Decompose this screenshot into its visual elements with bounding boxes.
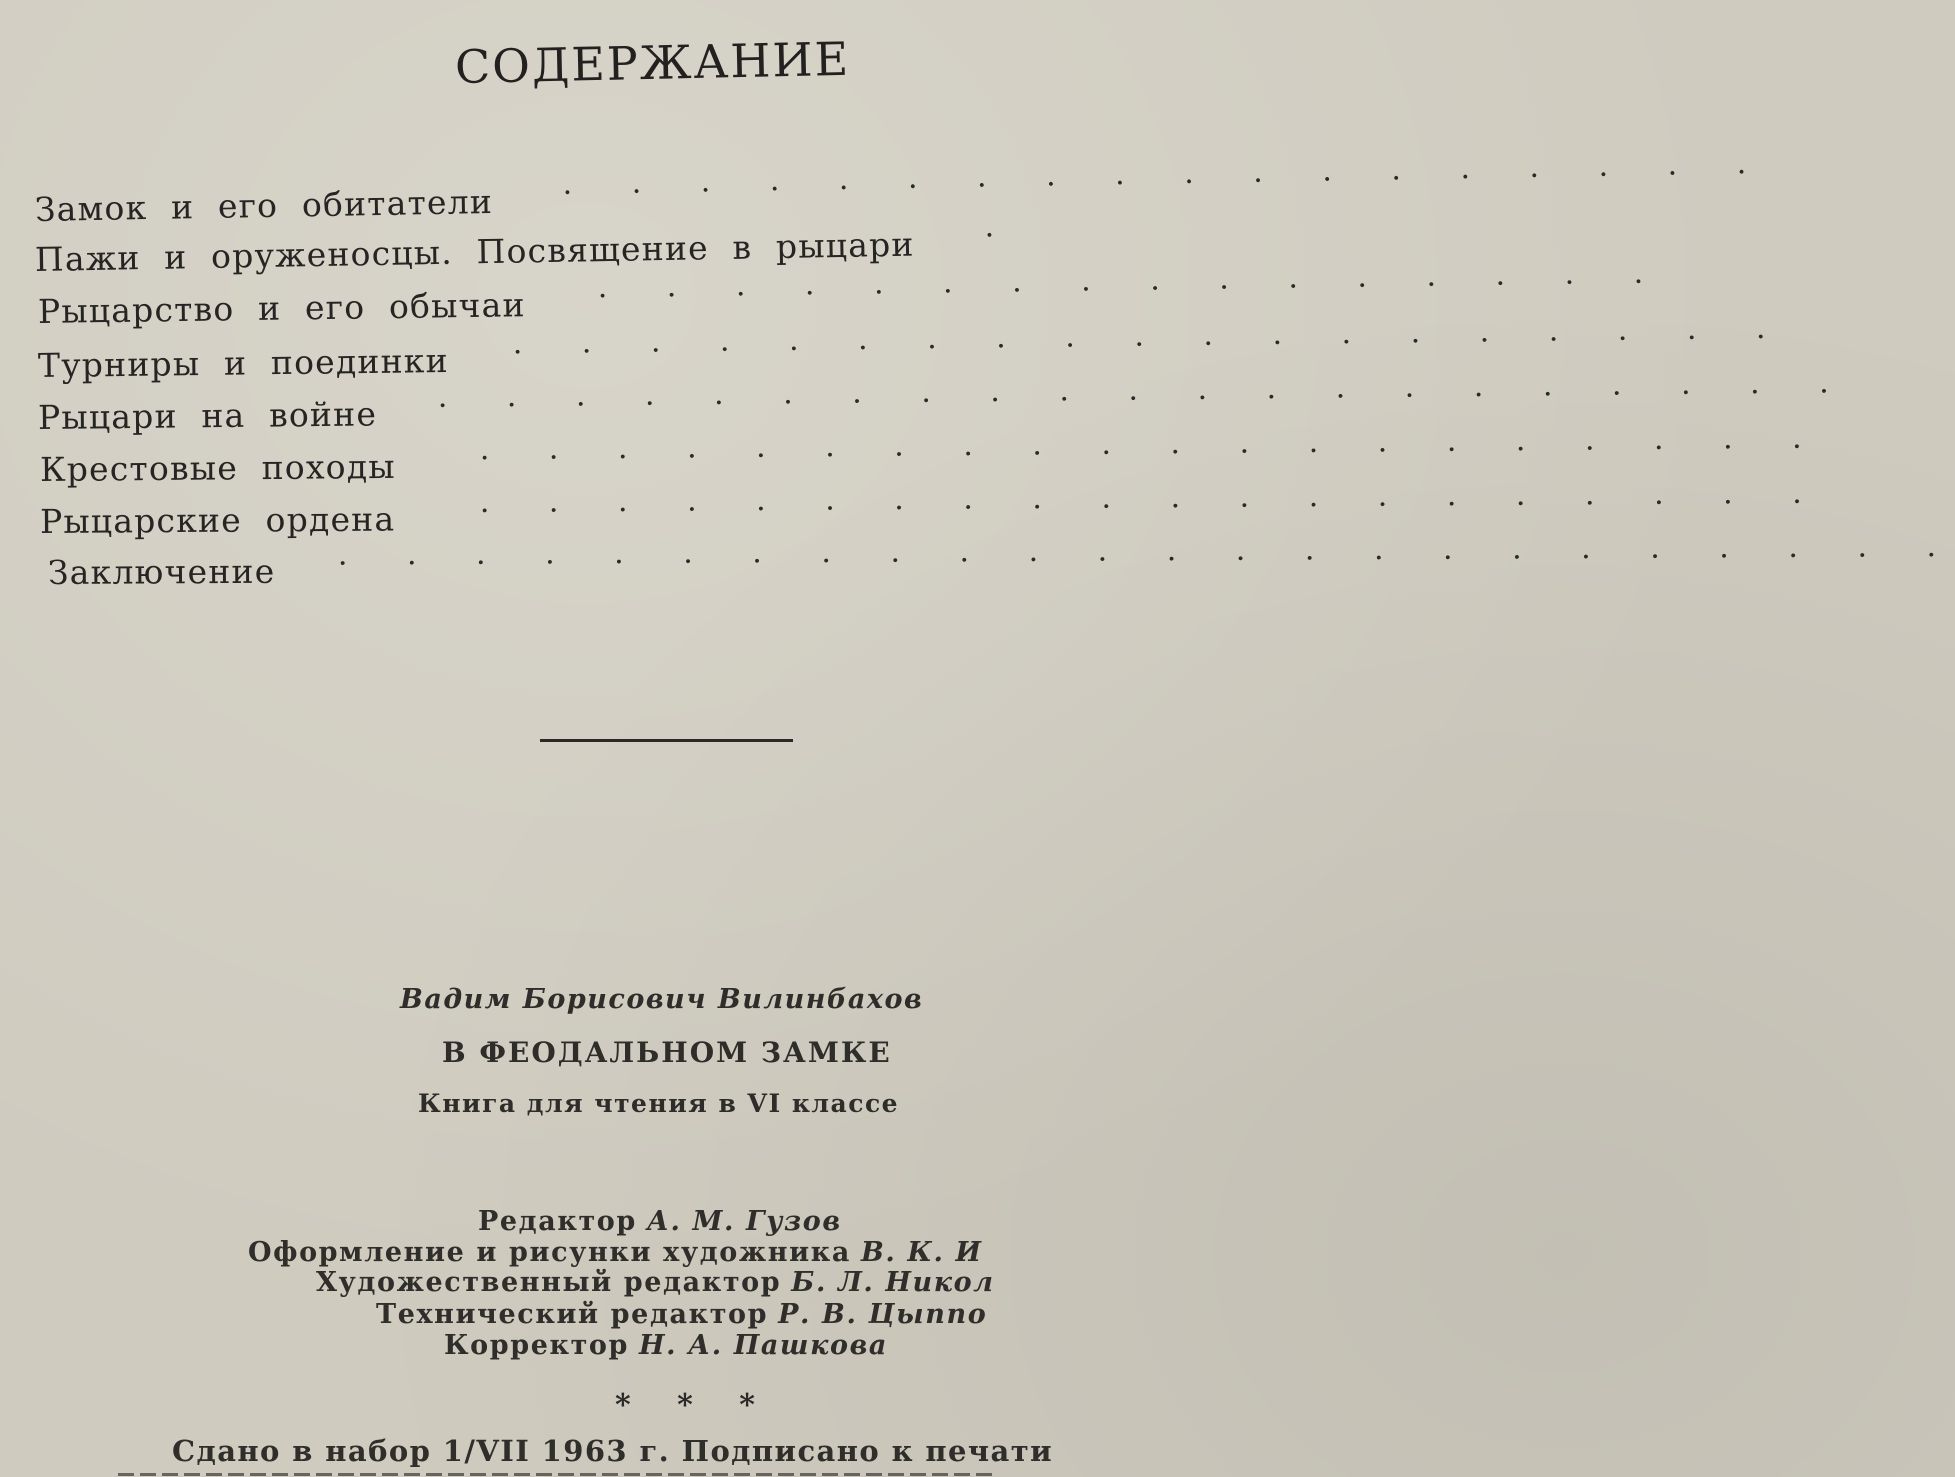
toc-entry-title: Турниры и поединки: [37, 340, 450, 385]
toc-entry-title: Рыцари на войне: [37, 394, 378, 437]
dot-leader: · · · · · · · · · · · · · · · · · · ·: [512, 319, 1785, 371]
credit-person: Р. В. Цыппо: [778, 1299, 988, 1330]
credit-person: В. К. И: [860, 1237, 983, 1268]
toc-entry-title: Рыцарство и его обычаи: [37, 285, 526, 331]
toc-entry: [37, 264, 1663, 336]
dot-leader: · · · · · · · · · · · · · · · · · · · ·: [479, 484, 1821, 529]
toc-entry: [37, 319, 1785, 390]
credit-person: А. М. Гузов: [646, 1206, 842, 1237]
credit-person: Н. А. Пашкова: [639, 1330, 889, 1361]
dot-leader: · · · · · · · · · · · · · · · · · ·: [562, 154, 1766, 211]
toc-entry: [37, 374, 1848, 442]
credit-person: Б. Л. Никол: [791, 1267, 995, 1298]
asterism-separator: * * *: [615, 1388, 773, 1423]
imprint-line: Сдано в набор 1/VII 1963 г. Подписано к печати: [172, 1434, 1053, 1468]
dot-leader: ·: [984, 217, 1014, 254]
credit-role: Оформление и рисунки художника: [248, 1237, 851, 1268]
book-subtitle: Книга для чтения в VI классе: [418, 1089, 900, 1118]
credit-line: [444, 1330, 888, 1361]
credit-role: Корректор: [444, 1330, 630, 1361]
dot-leader: · · · · · · · · · · · · · · · · · · · · ·: [437, 374, 1848, 424]
toc-entry: [34, 154, 1766, 234]
toc-entry-title: Замок и его обитатели: [34, 182, 494, 229]
cropped-text-line: [118, 1470, 998, 1477]
toc-entry: [39, 429, 1821, 494]
toc-entry: [47, 538, 1955, 597]
credit-line: [248, 1237, 983, 1268]
credit-role: Художественный редактор: [316, 1267, 782, 1298]
toc-entry: [39, 484, 1821, 546]
dot-leader: · · · · · · · · · · · · · · · ·: [597, 264, 1663, 315]
author-name: Вадим Борисович Вилинбахов: [400, 984, 924, 1015]
book-title: В ФЕОДАЛЬНОМ ЗАМКЕ: [442, 1036, 892, 1069]
credit-line: [316, 1267, 995, 1298]
toc-entry-title: Заключение: [47, 551, 276, 592]
credit-line: [376, 1299, 987, 1330]
toc-entry-title: Пажи и оруженосцы. Посвящение в рыцари: [34, 224, 915, 279]
credit-line: [478, 1206, 842, 1237]
toc-heading: СОДЕРЖАНИЕ: [454, 31, 851, 94]
credit-role: Редактор: [478, 1206, 637, 1237]
credit-role: Технический редактор: [376, 1299, 769, 1330]
toc-entry-title: Рыцарские ордена: [39, 499, 396, 541]
divider-rule: [540, 739, 793, 742]
dot-leader: · · · · · · · · · · · · · · · · · · · · · · · ·: [337, 538, 1955, 582]
dot-leader: · · · · · · · · · · · · · · · · · · · ·: [479, 429, 1821, 477]
toc-entry: [34, 217, 1014, 284]
toc-entry-title: Крестовые походы: [39, 446, 396, 489]
